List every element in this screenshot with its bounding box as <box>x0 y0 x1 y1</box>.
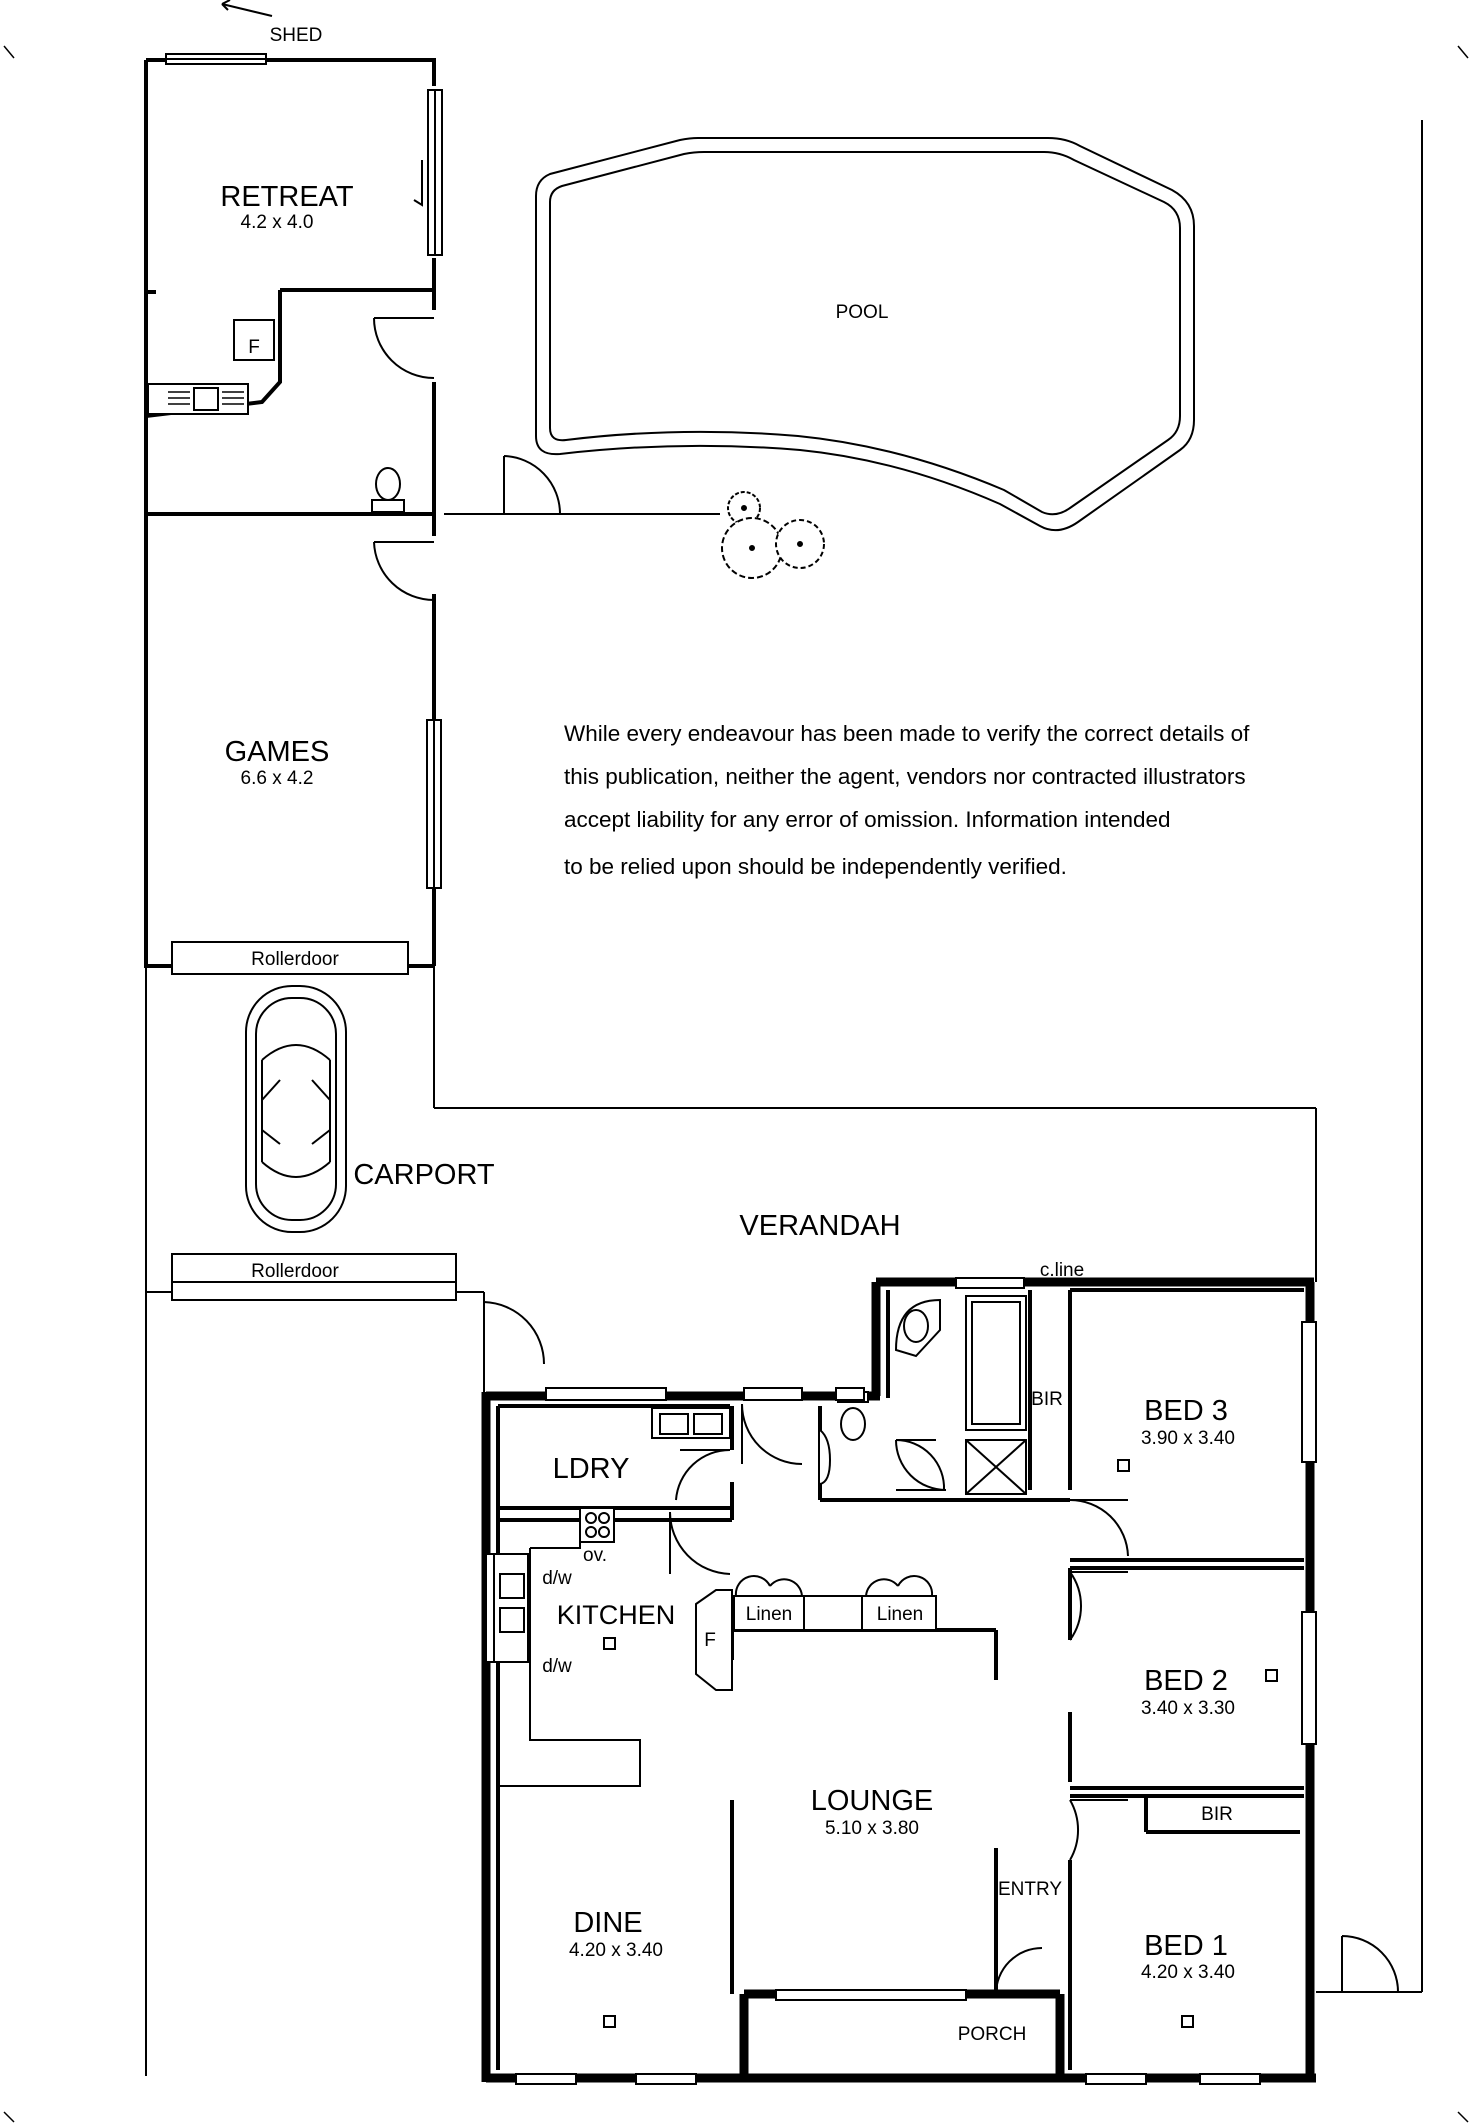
disclaimer <box>564 712 1324 888</box>
car-icon <box>246 986 346 1232</box>
dine-label: DINE <box>573 1907 643 1939</box>
dine-dims: 4.20 x 3.40 <box>568 1940 664 1961</box>
retreat-toilet <box>372 468 404 512</box>
shed-label: SHED <box>269 25 323 46</box>
games-label: GAMES <box>224 736 330 768</box>
rollerdoor-games-label: Rollerdoor <box>251 949 339 970</box>
bir-bed1-label: BIR <box>1201 1804 1233 1825</box>
linen-left-label: Linen <box>745 1604 793 1625</box>
dishwasher-bottom-label: d/w <box>542 1656 572 1677</box>
retreat-label: RETREAT <box>220 181 354 213</box>
carport-label: CARPORT <box>353 1159 495 1191</box>
laundry-tub <box>652 1408 730 1438</box>
retreat-fridge-label: F <box>248 337 260 358</box>
retreat-sink <box>148 384 248 414</box>
bir-bed3-label: BIR <box>1031 1389 1063 1410</box>
pool <box>536 138 1194 530</box>
kitchen-label: KITCHEN <box>556 1600 676 1630</box>
dishwasher-top-label: d/w <box>542 1568 572 1589</box>
verandah-label: VERANDAH <box>739 1210 901 1242</box>
shrubs <box>722 492 824 578</box>
bed1-dims: 4.20 x 3.40 <box>1140 1962 1236 1983</box>
ceiling-line-label: c.line <box>1039 1260 1085 1281</box>
bed2-label: BED 2 <box>1144 1665 1228 1697</box>
disclaimer-line: While every endeavour has been made to verify the correct details of <box>564 721 1250 746</box>
bed1-label: BED 1 <box>1144 1930 1228 1962</box>
bed3-dims: 3.90 x 3.40 <box>1140 1428 1236 1449</box>
disclaimer-line: accept liability for any error of omission. Information intended <box>564 807 1171 832</box>
disclaimer-line: this publication, neither the agent, vendors nor contracted illustrators <box>564 764 1246 789</box>
disclaimer-line: to be relied upon should be independently verified. <box>564 854 1067 879</box>
entry-label: ENTRY <box>997 1879 1063 1900</box>
lounge-dims: 5.10 x 3.80 <box>824 1818 920 1839</box>
games-window <box>427 720 441 888</box>
rollerdoor-carport-label: Rollerdoor <box>251 1261 339 1282</box>
crop-marks <box>4 46 1468 2122</box>
oven-label: ov. <box>583 1545 607 1566</box>
shed-arrow <box>222 0 272 16</box>
ldry-label: LDRY <box>552 1453 630 1485</box>
lounge-label: LOUNGE <box>810 1785 934 1817</box>
bed3-label: BED 3 <box>1144 1395 1228 1427</box>
retreat-doors <box>374 318 560 600</box>
kitchen-benches <box>486 1508 640 1786</box>
linen-right-label: Linen <box>876 1604 924 1625</box>
games-dims: 6.6 x 4.2 <box>240 768 314 789</box>
retreat-dims: 4.2 x 4.0 <box>240 212 314 233</box>
kitchen-fridge-label: F <box>704 1630 716 1651</box>
pool-label: POOL <box>835 302 889 323</box>
bed2-dims: 3.40 x 3.30 <box>1140 1698 1236 1719</box>
porch-label: PORCH <box>957 2024 1027 2045</box>
